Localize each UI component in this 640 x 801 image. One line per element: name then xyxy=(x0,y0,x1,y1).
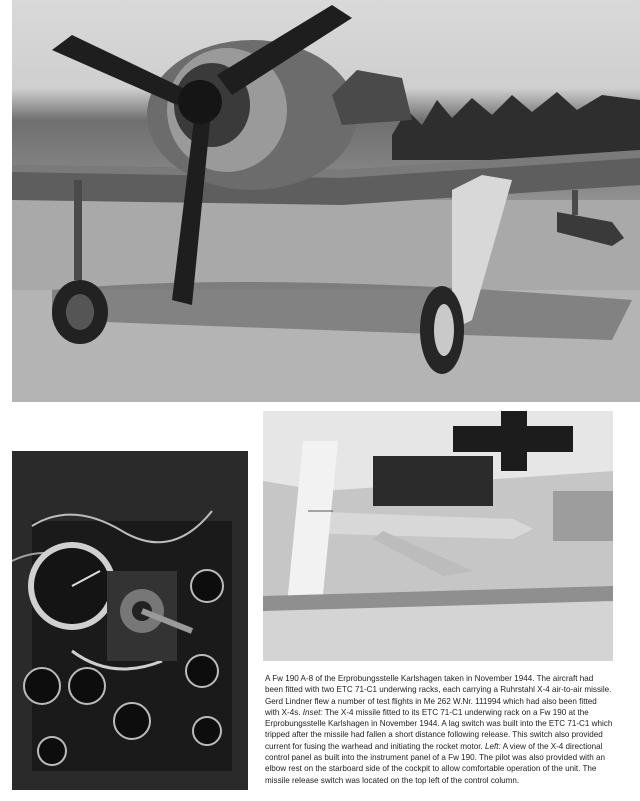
cockpit-panel-photo xyxy=(12,451,248,790)
photo-caption xyxy=(265,673,613,786)
caption-left-label: Left: xyxy=(485,741,501,751)
instrument-panel-illustration xyxy=(12,451,248,790)
caption-inset-label: Inset: xyxy=(302,707,323,717)
caption-inset-text: The X-4 missile fitted to its ETC 71-C1 underwing rack on a Fw 190 at the Erprobungsstelle Karlshagen in November 1944. A lag switch was built into the ETC 71-C1 which tripped after the missile had fallen a short distance following release. This switch also provided current for fusing the warhead and initiating the rocket motor. xyxy=(265,707,613,751)
missile-rack-illustration xyxy=(263,411,613,661)
main-photo xyxy=(12,0,640,402)
fw190-aircraft-illustration xyxy=(12,0,640,402)
caption-left-text: A view of the X-4 directional control panel as built into the instrument panel of a Fw 190. The pilot was also provided with an elbow rest on the starboard side of the cockpit to allow comfortable operation of the unit. The missile release switch was located on the top left of the control column. xyxy=(265,741,605,785)
inset-missile-photo xyxy=(263,411,613,661)
caption-main-text: A Fw 190 A-8 of the Erprobungsstelle Karlshagen taken in November 1944. The aircraft had been fitted with two ETC 71-C1 underwing racks, each carrying a Ruhrstahl X-4 air-to-air missile. Gerd Lindner flew a number of test flights in Me 262 W.Nr. 111994 which had also been fitted with X-4s. xyxy=(265,674,612,717)
